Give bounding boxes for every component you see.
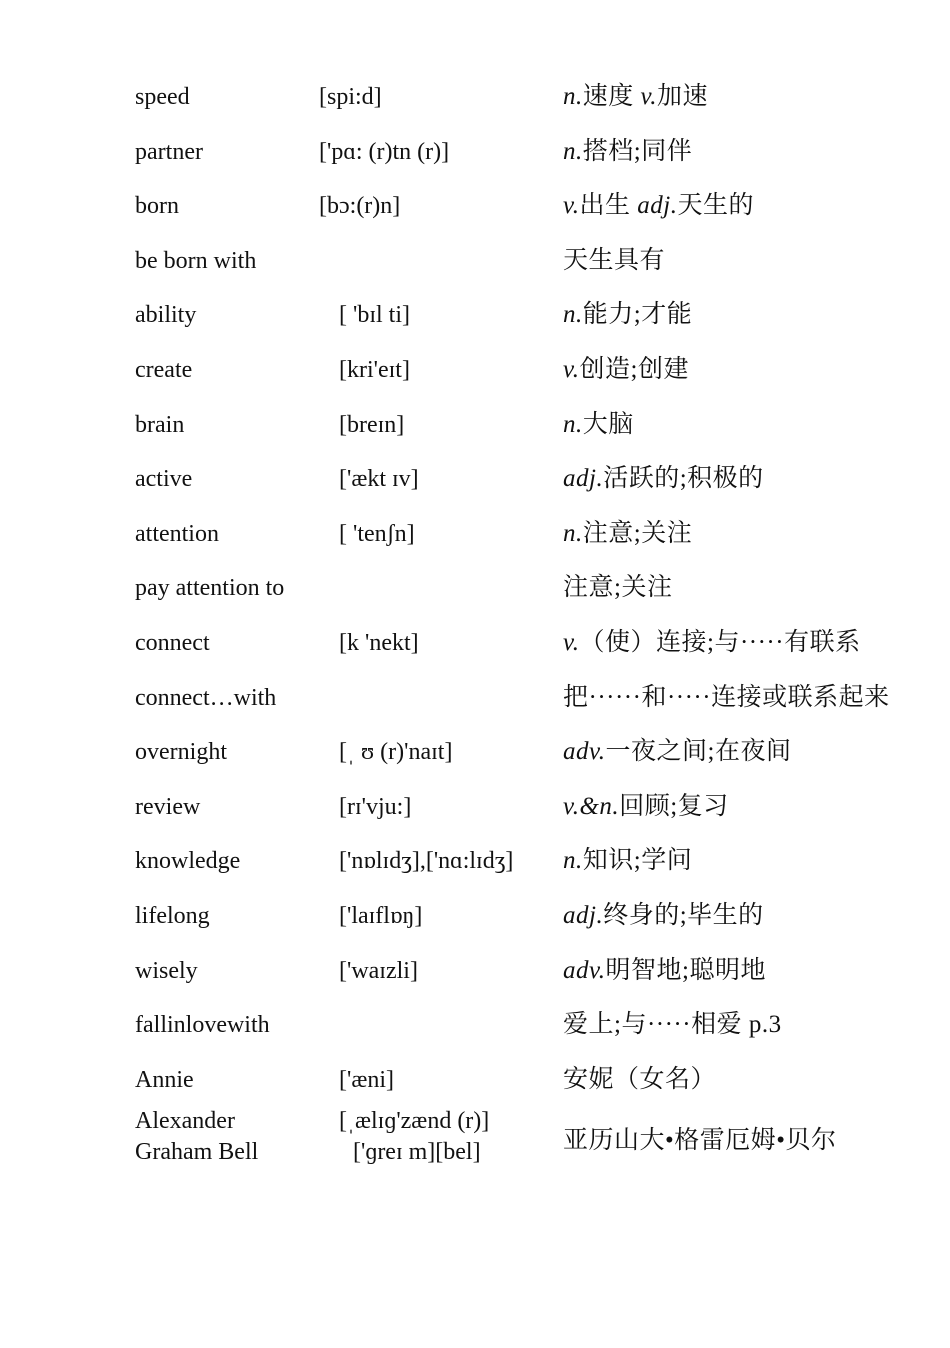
meaning-text: 注意;关注 [563, 574, 673, 602]
meaning-cell [563, 452, 764, 506]
part-of-speech: n. [563, 301, 583, 329]
meaning-cell [563, 70, 708, 124]
meaning-text: 加速 [657, 83, 709, 110]
word-cell: born [135, 193, 179, 220]
meaning-text: 出生 [579, 192, 638, 220]
vocabulary-row [0, 889, 950, 943]
meaning-cell [563, 780, 729, 834]
vocabulary-row [0, 725, 950, 779]
word-cell: connect [135, 630, 210, 656]
meaning-text: 速度 [582, 83, 641, 110]
word-cell: create [135, 357, 193, 383]
meaning-text: 大脑 [582, 410, 634, 438]
word-cell: be born with [135, 247, 257, 274]
word-cell: partner [135, 138, 203, 165]
part-of-speech: v. [563, 356, 580, 383]
ipa-cell: [ 'bɪl ti] [339, 302, 410, 329]
ipa-cell: ['laɪflɒŋ] [339, 903, 423, 929]
vocabulary-row [0, 834, 950, 888]
part-of-speech: adj. [563, 902, 604, 929]
meaning-cell [563, 1053, 716, 1107]
ipa-cell: ['ækt ɪv] [339, 466, 419, 493]
word-cell: attention [135, 520, 219, 547]
vocabulary-row [0, 780, 950, 834]
part-of-speech: adv. [563, 956, 606, 984]
meaning-cell [563, 671, 890, 725]
meaning-text: 终身的;毕生的 [603, 902, 764, 929]
ipa-cell: [rɪ'vju:] [339, 793, 412, 820]
ipa-cell: [ 'tenʃn] [339, 520, 415, 547]
word-line-1: Alexander [135, 1108, 235, 1134]
meaning-cell [563, 125, 692, 179]
ipa-cell: [k 'nekt] [339, 630, 419, 656]
part-of-speech: v. [563, 192, 580, 220]
meaning-text: （使）连接;与·····有联系 [579, 629, 861, 656]
meaning-text: 能力;才能 [582, 301, 693, 329]
meaning-text: 爱上;与·····相爱 p.3 [563, 1011, 782, 1039]
meaning-text: 知识;学问 [582, 847, 693, 875]
meaning-cell [563, 507, 692, 561]
vocabulary-row [0, 70, 950, 124]
part-of-speech: n. [563, 410, 583, 438]
part-of-speech: v. [563, 629, 580, 656]
ipa-cell: [kri'eɪt] [339, 357, 410, 383]
vocabulary-row [0, 125, 950, 179]
meaning-text: 创造;创建 [579, 356, 689, 383]
word-cell: knowledge [135, 848, 241, 875]
word-cell: wisely [135, 957, 198, 984]
ipa-cell: ['æni] [339, 1066, 394, 1093]
part-of-speech: n. [563, 83, 583, 110]
meaning-text: 一夜之间;在夜间 [605, 738, 792, 766]
meaning-cell [563, 834, 692, 888]
meaning-cell [563, 288, 692, 342]
word-cell: review [135, 793, 201, 820]
meaning-text: 把······和·····连接或联系起来 [563, 683, 890, 711]
meaning-cell [563, 998, 782, 1052]
meaning-cell: 亚历山大•格雷厄姆•贝尔 [563, 1127, 837, 1154]
vocabulary-row [0, 1053, 950, 1107]
vocabulary-row [0, 561, 950, 615]
word-cell: lifelong [135, 903, 210, 929]
ipa-cell: ['pɑ: (r)tn (r)] [319, 138, 450, 165]
ipa-cell: [ˌ ʊ (r)'naɪt] [339, 739, 453, 766]
vocabulary-row [0, 998, 950, 1052]
word-cell: overnight [135, 739, 227, 766]
meaning-cell [563, 944, 766, 998]
word-cell: active [135, 466, 193, 493]
ipa-cell: [bɔ:(r)n] [319, 193, 401, 220]
part-of-speech: n. [563, 137, 583, 165]
part-of-speech: adv. [563, 738, 606, 766]
ipa-cell: ['nɒlɪdʒ],['nɑ:lɪdʒ] [339, 848, 514, 875]
part-of-speech: adj. [637, 192, 678, 220]
meaning-text: 搭档;同伴 [582, 137, 693, 165]
word-cell: ability [135, 302, 197, 329]
meaning-cell [563, 343, 689, 397]
word-cell: connect…with [135, 684, 277, 711]
part-of-speech: v.&n. [563, 792, 620, 820]
vocabulary-row [0, 671, 950, 725]
word-cell [135, 1106, 258, 1168]
meaning-text: 明智地;聪明地 [605, 956, 766, 984]
ipa-cell: [breɪn] [339, 411, 405, 438]
part-of-speech: n. [563, 847, 583, 875]
word-line-2: Graham Bell [135, 1139, 259, 1165]
vocabulary-row-alexander-graham-bell [0, 1106, 950, 1176]
meaning-cell [563, 725, 791, 779]
word-cell: brain [135, 411, 185, 438]
vocabulary-row [0, 616, 950, 670]
ipa-cell: [spi:d] [319, 84, 382, 110]
vocabulary-row [0, 398, 950, 452]
word-cell: speed [135, 84, 190, 110]
vocabulary-row [0, 179, 950, 233]
meaning-cell [563, 561, 672, 615]
meaning-text: 回顾;复习 [619, 792, 729, 820]
ipa-line-1: [ˌælɪɡ'zænd (r)] [339, 1108, 490, 1134]
word-cell: fallinlovewith [135, 1012, 270, 1039]
meaning-text: 天生的 [677, 192, 754, 220]
meaning-cell [563, 234, 665, 288]
vocabulary-row [0, 944, 950, 998]
part-of-speech: v. [640, 83, 658, 110]
meaning-cell [563, 889, 764, 943]
meaning-cell [563, 179, 754, 233]
vocabulary-row [0, 452, 950, 506]
word-cell: pay attention to [135, 575, 285, 602]
ipa-line-2: ['ɡreɪ m][bel] [353, 1139, 481, 1165]
part-of-speech: n. [563, 519, 583, 547]
vocabulary-row [0, 343, 950, 397]
meaning-text: 天生具有 [563, 246, 666, 274]
meaning-cell [563, 398, 634, 452]
part-of-speech: adj. [563, 465, 604, 493]
meaning-text: 安妮（女名） [563, 1065, 717, 1093]
meaning-text: 活跃的;积极的 [603, 465, 764, 493]
vocabulary-row [0, 234, 950, 288]
vocabulary-row [0, 507, 950, 561]
ipa-cell: ['waɪzli] [339, 957, 418, 984]
meaning-cell [563, 616, 861, 670]
ipa-cell [339, 1106, 489, 1168]
meaning-text: 注意;关注 [582, 519, 693, 547]
vocabulary-row [0, 288, 950, 342]
word-cell: Annie [135, 1066, 194, 1093]
